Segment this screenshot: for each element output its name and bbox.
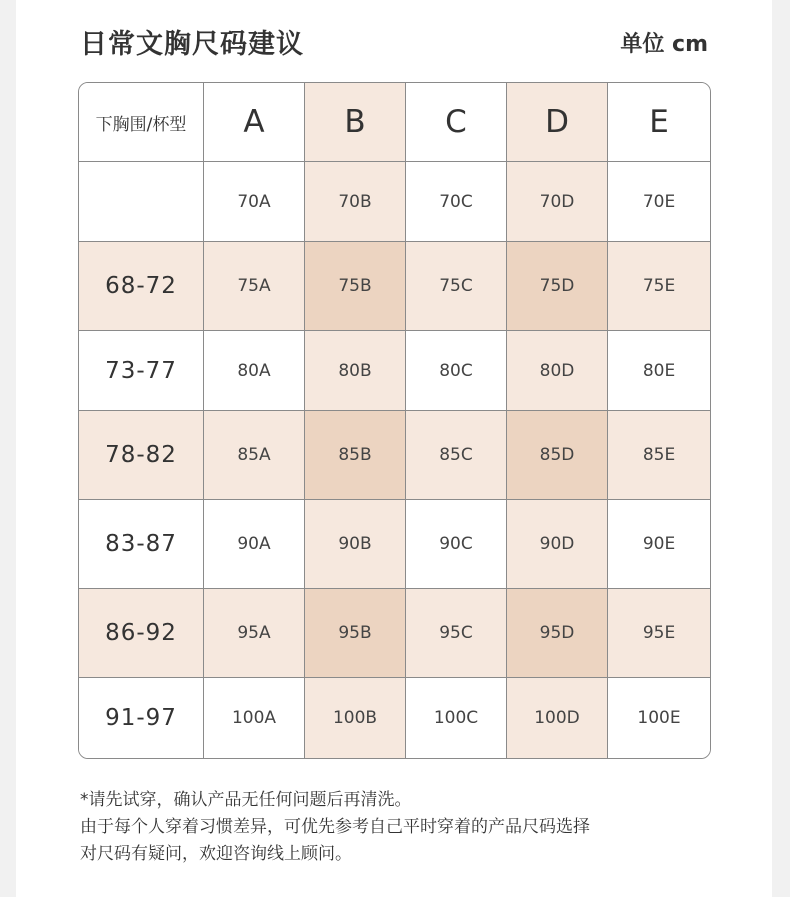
size-cell: 80C: [406, 331, 507, 411]
band-cell: 83-87: [79, 500, 204, 589]
cup-header-d: D: [507, 83, 608, 162]
table-row: [79, 242, 710, 331]
size-cell: 75E: [608, 242, 710, 331]
size-cell: 95E: [608, 589, 710, 678]
size-cell: 90B: [305, 500, 406, 589]
size-cell: 90D: [507, 500, 608, 589]
band-cell: 78-82: [79, 411, 204, 500]
size-cell: 95B: [305, 589, 406, 678]
band-cell: 91-97: [79, 678, 204, 758]
band-cell: [79, 162, 204, 242]
size-cell: 90C: [406, 500, 507, 589]
note-line: 由于每个人穿着习惯差异，可优先参考自己平时穿着的产品尺码选择: [80, 817, 590, 837]
table-row: [79, 589, 710, 678]
size-cell: 75A: [204, 242, 305, 331]
size-cell: 95C: [406, 589, 507, 678]
cup-header-b: B: [305, 83, 406, 162]
page-title: 日常文胸尺码建议: [80, 29, 304, 60]
size-cell: 75B: [305, 242, 406, 331]
note-line: 对尺码有疑问，欢迎咨询线上顾问。: [80, 844, 352, 864]
cup-header-c: C: [406, 83, 507, 162]
cup-header-e: E: [608, 83, 710, 162]
band-cell: 73-77: [79, 331, 204, 411]
size-cell: 80A: [204, 331, 305, 411]
size-cell: 85C: [406, 411, 507, 500]
corner-header: 下胸围/杯型: [79, 83, 204, 162]
size-cell: 100B: [305, 678, 406, 758]
band-cell: 68-72: [79, 242, 204, 331]
size-cell: 70A: [204, 162, 305, 242]
size-cell: 70B: [305, 162, 406, 242]
size-cell: 95A: [204, 589, 305, 678]
cup-header-a: A: [204, 83, 305, 162]
size-cell: 85A: [204, 411, 305, 500]
table-row: [79, 162, 710, 242]
size-cell: 90A: [204, 500, 305, 589]
table-row: [79, 500, 710, 589]
note-line: *请先试穿，确认产品无任何问题后再清洗。: [80, 790, 412, 810]
size-cell: 80B: [305, 331, 406, 411]
unit-label: 单位 cm: [620, 32, 708, 57]
band-cell: 86-92: [79, 589, 204, 678]
size-cell: 100A: [204, 678, 305, 758]
size-cell: 80D: [507, 331, 608, 411]
size-cell: 75D: [507, 242, 608, 331]
size-cell: 85B: [305, 411, 406, 500]
table-row: [79, 411, 710, 500]
size-cell: 70E: [608, 162, 710, 242]
size-cell: 75C: [406, 242, 507, 331]
size-cell: 90E: [608, 500, 710, 589]
size-cell: 85E: [608, 411, 710, 500]
size-cell: 85D: [507, 411, 608, 500]
size-cell: 70D: [507, 162, 608, 242]
size-cell: 95D: [507, 589, 608, 678]
table-row: [79, 678, 710, 758]
table-header-row: [79, 83, 710, 162]
size-table: [78, 82, 711, 759]
size-notes: [80, 787, 590, 868]
size-cell: 100D: [507, 678, 608, 758]
size-cell: 100E: [608, 678, 710, 758]
size-cell: 70C: [406, 162, 507, 242]
size-cell: 80E: [608, 331, 710, 411]
table-row: [79, 331, 710, 411]
size-cell: 100C: [406, 678, 507, 758]
